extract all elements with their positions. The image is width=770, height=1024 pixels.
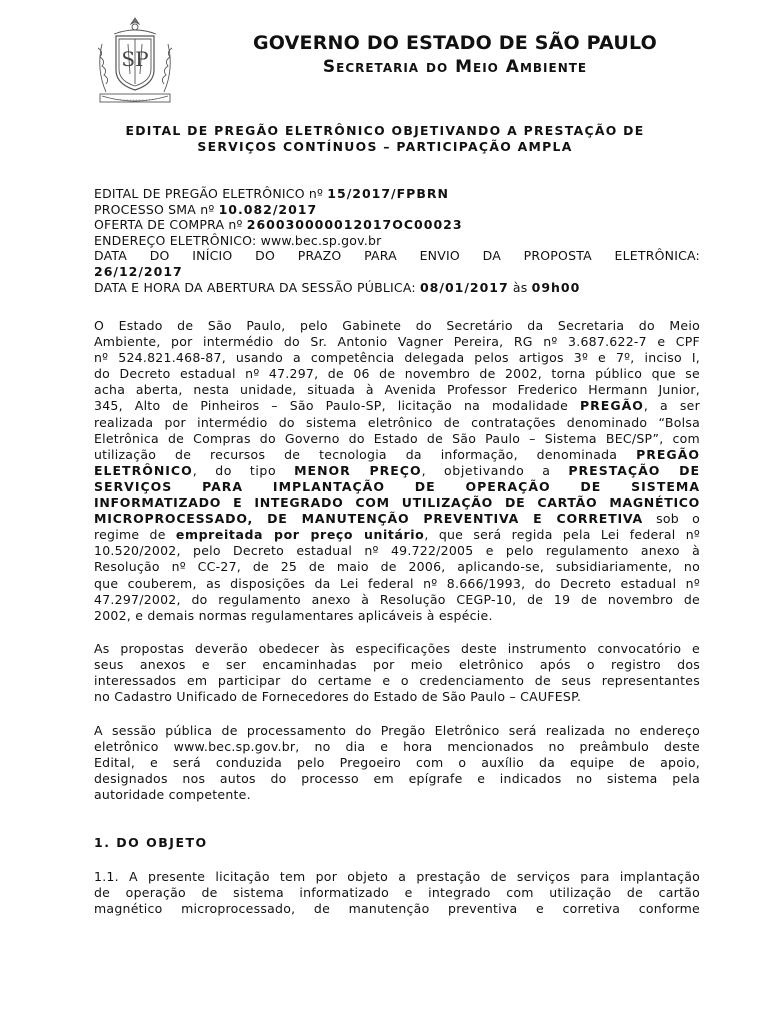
sao-paulo-seal-icon: [92, 14, 178, 106]
processo-value: 10.082/2017: [218, 201, 318, 217]
text-run: , a ser: [643, 398, 700, 414]
document-title-line2: SERVIÇOS CONTÍNUOS – PARTICIPAÇÃO AMPLA: [197, 139, 573, 154]
text-line: acha aberta, nesta unidade, situada à Avenida Professor Frederico Hermann Junior,: [94, 382, 700, 398]
abertura-row: [94, 280, 700, 296]
text-line: realizada por intermédio do sistema eletrônico de contratações denominado “Bolsa: [94, 414, 700, 430]
bold-run: empreitada por preço unitário: [175, 527, 425, 543]
inicio-word: ENVIO: [419, 248, 460, 264]
government-title: GOVERNO DO ESTADO DE SÃO PAULO: [253, 32, 657, 54]
text-run: 345, Alto de Pinheiros – São Paulo-SP, licitação na modalidade: [94, 398, 580, 414]
inicio-prazo-row: [94, 248, 700, 264]
inicio-word: DO: [255, 248, 276, 264]
text-line: INFORMATIZADO E INTEGRADO COM UTILIZAÇÃO DE CARTÃO MAGNÉTICO: [94, 495, 700, 511]
text-line: 2002, e demais normas regulamentares aplicáveis à espécie.: [94, 607, 493, 623]
text-line: 47.297/2002, do regulamento anexo à Resolução CEGP-10, de 19 de novembro de: [94, 591, 700, 607]
text-line: nº 524.821.468-87, usando a competência delegada pelos artigos 3º e 7º, inciso I,: [94, 350, 700, 366]
text-line: Resolução nº CC-27, de 25 de maio de 2006, aplicando-se, subsidiariamente, no: [94, 559, 700, 575]
text-line: no Cadastro Unificado de Fornecedores do Estado de São Paulo – CAUFESP.: [94, 689, 582, 705]
inicio-word: DATA: [94, 248, 128, 264]
text-run: , que será regida pela Lei federal nº: [424, 527, 701, 543]
text-run: utilização de recursos de tecnologia da informação, denominada: [94, 446, 637, 462]
inicio-word: ELETRÔNICA:: [614, 248, 700, 264]
oferta-value: 260030000012017OC00023: [246, 217, 463, 233]
text-line: Edital, e será conduzida pelo Pregoeiro com o auxílio da equipe de apoio,: [94, 755, 700, 771]
text-line: designados nos autos do processo em epígrafe e indicados no sistema pela: [94, 771, 700, 787]
text-line: [94, 527, 700, 543]
oferta-row: [94, 217, 700, 233]
text-line: Ambiente, por intermédio do Sr. Antonio Vagner Pereira, RG nº 3.687.622-7 e CPF: [94, 334, 700, 350]
edital-metadata: [94, 186, 700, 295]
text-line: 1.1. A presente licitação tem por objeto a prestação de serviços para implantação: [94, 869, 700, 884]
objeto-paragraph: [94, 869, 700, 917]
text-line: 10.520/2002, pelo Decreto estadual nº 49.722/2005 e pelo regulamento anexo à: [94, 543, 700, 559]
inicio-word: DO: [149, 248, 170, 264]
processo-row: [94, 202, 700, 218]
inicio-word: PROPOSTA: [523, 248, 592, 264]
bold-run: MENOR PREÇO: [294, 462, 422, 478]
bold-run: PRESTAÇÃO DE: [568, 462, 700, 478]
svg-text:· · · · · · · · · · · · · ·: · · · · · · · · · · · · · ·: [113, 97, 157, 103]
edital-number-row: [94, 186, 700, 202]
text-line: O Estado de São Paulo, pelo Gabinete do Secretário da Secretaria do Meio: [94, 318, 700, 333]
text-line: [94, 398, 700, 414]
text-line: A sessão pública de processamento do Pregão Eletrônico será realizada no endereço: [94, 723, 700, 738]
inicio-word: PRAZO: [297, 248, 342, 264]
text-run: , do tipo: [192, 462, 295, 478]
text-line: As propostas deverão obedecer às especificações deste instrumento convocatório e: [94, 641, 700, 656]
text-line: interessados em participar do certame e o credenciamento de seus representantes: [94, 673, 700, 689]
text-run: sob o: [643, 511, 700, 527]
proposals-paragraph: [94, 641, 700, 705]
text-line: que couberem, as disposições da Lei federal nº 8.666/1993, do Decreto estadual nº: [94, 575, 700, 591]
session-paragraph: [94, 723, 700, 803]
inicio-word: INÍCIO: [192, 248, 233, 264]
text-line: de operação de sistema informatizado e integrado com utilização de cartão: [94, 885, 700, 901]
text-line: autoridade competente.: [94, 787, 251, 803]
edital-number-value: 15/2017/FPBRN: [327, 186, 449, 201]
text-line: [94, 447, 700, 463]
oferta-label: OFERTA DE COMPRA nº: [94, 217, 247, 233]
inicio-word: DA: [482, 248, 501, 264]
text-line: [94, 511, 700, 527]
text-line: Eletrônica de Compras do Governo do Estado de São Paulo – Sistema BEC/SP”, com: [94, 430, 700, 446]
text-line: eletrônico www.bec.sp.gov.br, no dia e hora mencionados no preâmbulo deste: [94, 739, 700, 755]
bold-run: PREGÃO: [580, 398, 644, 414]
secretariat-name: Secretaria do Meio Ambiente: [322, 57, 588, 77]
inicio-word: PARA: [364, 248, 397, 264]
text-line: magnético microprocessado, de manutenção preventiva e corretiva conforme: [94, 901, 700, 917]
abertura-time: 09h00: [531, 279, 581, 295]
abertura-connector: às: [508, 279, 532, 295]
inicio-prazo-date: 26/12/2017: [94, 263, 183, 279]
section-heading-objeto: 1. DO OBJETO: [94, 835, 208, 850]
document-title-line1: EDITAL DE PREGÃO ELETRÔNICO OBJETIVANDO A PRESTAÇÃO DE: [125, 123, 645, 138]
edital-number-label: EDITAL DE PREGÃO ELETRÔNICO nº: [94, 186, 328, 201]
bold-run: MICROPROCESSADO, DE MANUTENÇÃO PREVENTIVA E CORRETIVA: [94, 511, 644, 527]
endereco-eletronico: ENDEREÇO ELETRÔNICO: www.bec.sp.gov.br: [94, 232, 382, 248]
secretariat-title: [200, 57, 710, 77]
bold-run: ELETRÔNICO: [94, 462, 193, 478]
abertura-label: DATA E HORA DA ABERTURA DA SESSÃO PÚBLICA:: [94, 279, 420, 295]
preamble-paragraph: [94, 318, 700, 624]
text-run: , objetivando a: [421, 462, 569, 478]
text-line: seus anexos e ser encaminhadas por meio eletrônico após o registro dos: [94, 657, 700, 673]
processo-label: PROCESSO SMA nº: [94, 201, 219, 217]
abertura-date: 08/01/2017: [419, 279, 509, 295]
text-line: [94, 463, 700, 479]
text-run: regime de: [94, 527, 176, 543]
svg-text:SP: SP: [121, 47, 149, 71]
text-line: SERVIÇOS PARA IMPLANTAÇÃO DE OPERAÇÃO DE SISTEMA: [94, 478, 700, 494]
bold-run: PREGÃO: [636, 446, 700, 462]
text-line: do Decreto estadual nº 47.297, de 06 de novembro de 2002, torna público que se: [94, 366, 700, 382]
document-title: [94, 123, 676, 155]
